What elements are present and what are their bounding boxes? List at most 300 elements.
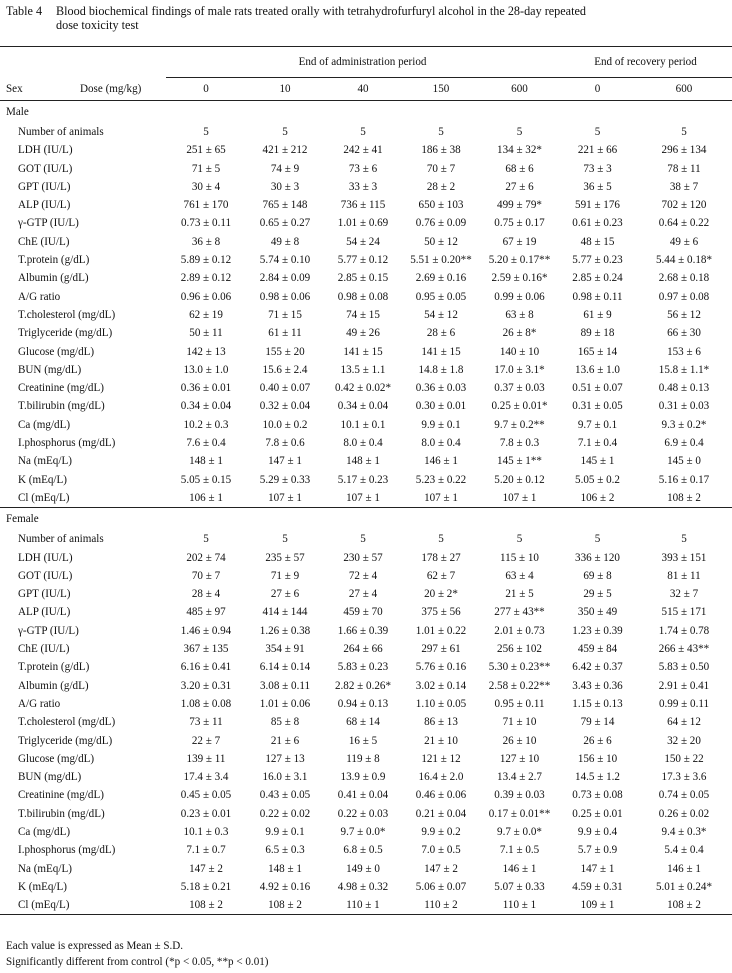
value-cell: 107 ± 1: [268, 491, 302, 504]
value-cell: 0.37 ± 0.03: [494, 382, 545, 395]
value-cell: 50 ± 12: [424, 235, 458, 248]
value-cell: 7.0 ± 0.5: [421, 844, 461, 857]
parameter-label: Ca (mg/dL): [18, 825, 71, 838]
value-cell: 350 ± 49: [577, 606, 618, 619]
parameter-label: K (mEq/L): [18, 880, 67, 893]
value-cell: 9.3 ± 0.2*: [661, 418, 707, 431]
value-cell: 0.65 ± 0.27: [259, 217, 311, 230]
value-cell: 0.22 ± 0.03: [337, 807, 389, 820]
value-cell: 6.9 ± 0.4: [664, 437, 704, 450]
value-cell: 277 ± 43**: [494, 606, 545, 619]
value-cell: 134 ± 32*: [497, 144, 542, 157]
table-row: [0, 567, 732, 585]
value-cell: 702 ± 120: [661, 199, 707, 212]
value-cell: 5.07 ± 0.33: [494, 880, 545, 893]
value-cell: 33 ± 3: [348, 180, 378, 193]
value-cell: 0.21 ± 0.04: [415, 807, 467, 820]
value-cell: 36 ± 8: [191, 235, 221, 248]
value-cell: 4.92 ± 0.16: [259, 880, 311, 893]
table-row: [0, 343, 732, 361]
value-cell: 5.51 ± 0.20**: [410, 254, 472, 267]
value-cell: 145 ± 1**: [497, 455, 542, 468]
value-cell: 85 ± 8: [270, 716, 300, 729]
value-cell: 1.74 ± 0.78: [658, 624, 710, 637]
value-cell: 393 ± 151: [661, 551, 707, 564]
parameter-label: Na (mEq/L): [18, 862, 72, 875]
value-cell: 29 ± 5: [583, 588, 612, 601]
value-cell: 3.43 ± 0.36: [572, 679, 623, 692]
value-cell: 0.76 ± 0.09: [415, 217, 467, 230]
value-cell: 0.74 ± 0.05: [658, 789, 710, 802]
table-row: [0, 713, 732, 731]
value-cell: 14.8 ± 1.8: [418, 363, 464, 376]
value-cell: 49 ± 6: [669, 235, 699, 248]
value-cell: 26 ± 6: [583, 734, 612, 747]
value-cell: 54 ± 24: [346, 235, 380, 248]
value-cell: 148 ± 1: [189, 455, 223, 468]
value-cell: 5.83 ± 0.23: [337, 661, 389, 674]
table-row: [0, 471, 732, 489]
value-cell: 0.51 ± 0.07: [572, 382, 623, 395]
value-cell: 71 ± 5: [191, 162, 221, 175]
table-row: [0, 530, 732, 548]
value-cell: 5.05 ± 0.2: [575, 473, 620, 486]
parameter-label: BUN (mg/dL): [18, 771, 82, 784]
value-cell: 9.4 ± 0.3*: [661, 825, 707, 838]
parameter-label: I.phosphorus (mg/dL): [18, 844, 116, 857]
value-cell: 0.26 ± 0.02: [658, 807, 710, 820]
footnote-mean-sd: Each value is expressed as Mean ± S.D.: [6, 940, 184, 952]
parameter-label: GPT (IU/L): [18, 180, 71, 193]
value-cell: 73 ± 3: [583, 162, 612, 175]
table-row: [0, 452, 732, 470]
value-cell: 146 ± 1: [424, 455, 458, 468]
value-cell: 28 ± 4: [191, 588, 221, 601]
table-row: [0, 361, 732, 379]
value-cell: 256 ± 102: [497, 643, 542, 656]
value-cell: 5.16 ± 0.17: [658, 473, 710, 486]
table-row: [0, 434, 732, 452]
value-cell: 10.0 ± 0.2: [262, 418, 308, 431]
parameter-label: Number of animals: [18, 533, 104, 546]
value-cell: 71 ± 15: [268, 308, 302, 321]
value-cell: 4.98 ± 0.32: [337, 880, 389, 893]
value-cell: 0.25 ± 0.01*: [491, 400, 548, 413]
value-cell: 9.7 ± 0.0*: [340, 825, 386, 838]
value-cell: 2.82 ± 0.26*: [334, 679, 391, 692]
table-caption: [6, 4, 728, 32]
value-cell: 74 ± 9: [270, 162, 300, 175]
dose-col-2: 40: [324, 78, 402, 101]
value-cell: 1.01 ± 0.06: [259, 697, 311, 710]
table-row: [0, 379, 732, 397]
value-cell: 81 ± 11: [667, 569, 701, 582]
parameter-label: ChE (IU/L): [18, 235, 70, 248]
value-cell: 14.5 ± 1.2: [575, 771, 620, 784]
recovery-period-header: End of recovery period: [559, 47, 732, 78]
table-row: [0, 750, 732, 768]
value-cell: 266 ± 43**: [658, 643, 710, 656]
value-cell: 153 ± 6: [667, 345, 701, 358]
value-cell: 0.36 ± 0.03: [415, 382, 467, 395]
value-cell: 69 ± 8: [583, 569, 612, 582]
value-cell: 141 ± 15: [343, 345, 383, 358]
value-cell: 5.77 ± 0.23: [572, 254, 623, 267]
value-cell: 459 ± 84: [577, 643, 618, 656]
table-row: [0, 233, 732, 251]
value-cell: 367 ± 135: [183, 643, 229, 656]
value-cell: 3.20 ± 0.31: [180, 679, 232, 692]
value-cell: 1.26 ± 0.38: [259, 624, 311, 637]
value-cell: 0.48 ± 0.13: [658, 382, 710, 395]
value-cell: 5.29 ± 0.33: [259, 473, 311, 486]
value-cell: 5: [282, 533, 288, 546]
value-cell: 6.5 ± 0.3: [265, 844, 305, 857]
value-cell: 71 ± 9: [270, 569, 300, 582]
value-cell: 0.96 ± 0.06: [180, 290, 232, 303]
value-cell: 2.58 ± 0.22**: [488, 679, 551, 692]
sex-header: Sex: [0, 78, 80, 101]
value-cell: 297 ± 61: [421, 643, 461, 656]
value-cell: 5: [681, 533, 687, 546]
table-row: [0, 196, 732, 214]
value-cell: 107 ± 1: [502, 491, 537, 504]
table-row: [0, 695, 732, 713]
value-cell: 13.0 ± 1.0: [183, 363, 229, 376]
value-cell: 0.43 ± 0.05: [259, 789, 311, 802]
value-cell: 9.9 ± 0.4: [577, 825, 618, 838]
table-row: [0, 658, 732, 676]
parameter-label: Number of animals: [18, 126, 104, 138]
parameter-label: Triglyceride (mg/dL): [18, 734, 113, 747]
section-header-row: [0, 101, 732, 124]
value-cell: 13.9 ± 0.9: [340, 771, 386, 784]
value-cell: 108 ± 2: [268, 899, 302, 912]
value-cell: 64 ± 12: [667, 716, 701, 729]
value-cell: 3.02 ± 0.14: [415, 679, 467, 692]
value-cell: 147 ± 2: [189, 862, 223, 875]
value-cell: 38 ± 7: [669, 180, 699, 193]
dose-col-6: 600: [636, 78, 732, 101]
value-cell: 54 ± 12: [424, 308, 458, 321]
value-cell: 17.3 ± 3.6: [661, 771, 707, 784]
table-row: [0, 306, 732, 324]
value-cell: 1.66 ± 0.39: [337, 624, 389, 637]
value-cell: 5.77 ± 0.12: [337, 254, 389, 267]
table-row: [0, 141, 732, 159]
table-row: [0, 214, 732, 232]
value-cell: 296 ± 134: [661, 144, 707, 157]
value-cell: 0.42 ± 0.02*: [334, 382, 391, 395]
value-cell: 127 ± 10: [499, 752, 540, 765]
value-cell: 0.39 ± 0.03: [494, 789, 545, 802]
value-cell: 650 ± 103: [418, 199, 464, 212]
value-cell: 8.0 ± 0.4: [343, 437, 383, 450]
value-cell: 0.97 ± 0.08: [658, 290, 710, 303]
table-row: [0, 640, 732, 658]
value-cell: 8.0 ± 0.4: [421, 437, 461, 450]
parameter-label: γ-GTP (IU/L): [18, 217, 79, 230]
value-cell: 230 ± 57: [343, 551, 383, 564]
value-cell: 36 ± 5: [583, 180, 612, 193]
value-cell: 7.1 ± 0.7: [186, 844, 226, 857]
value-cell: 49 ± 26: [346, 327, 380, 340]
value-cell: 5: [594, 533, 601, 546]
value-cell: 110 ± 2: [424, 899, 458, 912]
value-cell: 264 ± 66: [343, 643, 383, 656]
value-cell: 515 ± 171: [661, 606, 707, 619]
value-cell: 5.74 ± 0.10: [259, 254, 311, 267]
value-cell: 78 ± 11: [667, 162, 701, 175]
value-cell: 73 ± 11: [189, 716, 223, 729]
table-row: [0, 397, 732, 415]
parameter-label: K (mEq/L): [18, 473, 67, 486]
value-cell: 0.17 ± 0.01**: [488, 807, 551, 820]
value-cell: 141 ± 15: [421, 345, 461, 358]
table-row: [0, 288, 732, 306]
value-cell: 0.31 ± 0.05: [572, 400, 623, 413]
dose-header: Dose (mg/kg): [80, 78, 166, 101]
value-cell: 2.69 ± 0.16: [415, 272, 467, 285]
table-row: [0, 805, 732, 823]
value-cell: 15.6 ± 2.4: [262, 363, 308, 376]
value-cell: 336 ± 120: [575, 551, 620, 564]
parameter-label: Na (mEq/L): [18, 455, 72, 468]
parameter-label: Creatinine (mg/dL): [18, 382, 104, 395]
value-cell: 56 ± 12: [667, 308, 701, 321]
value-cell: 13.5 ± 1.1: [340, 363, 386, 376]
value-cell: 150 ± 22: [664, 752, 704, 765]
parameter-label: Glucose (mg/dL): [18, 752, 95, 765]
value-cell: 9.7 ± 0.0*: [497, 825, 542, 838]
value-cell: 375 ± 56: [421, 606, 461, 619]
value-cell: 2.85 ± 0.15: [337, 272, 389, 285]
table-row: [0, 603, 732, 621]
value-cell: 119 ± 8: [346, 752, 380, 765]
value-cell: 5: [203, 533, 209, 546]
caption-line-1: [6, 4, 728, 18]
value-cell: 156 ± 10: [577, 752, 618, 765]
value-cell: 70 ± 7: [426, 162, 456, 175]
parameter-label: Albumin (g/dL): [18, 272, 89, 285]
value-cell: 142 ± 13: [186, 345, 226, 358]
value-cell: 5: [360, 533, 366, 546]
value-cell: 16 ± 5: [348, 734, 378, 747]
table-row: [0, 585, 732, 603]
table-row: [0, 896, 732, 915]
parameter-label: A/G ratio: [18, 697, 61, 710]
value-cell: 5.44 ± 0.18*: [655, 254, 712, 267]
section-label: Male: [6, 106, 29, 118]
value-cell: 242 ± 41: [343, 144, 383, 157]
table-row: [0, 269, 732, 287]
parameter-label: ALP (IU/L): [18, 606, 71, 619]
value-cell: 49 ± 8: [270, 235, 300, 248]
value-cell: 1.01 ± 0.69: [337, 217, 389, 230]
dose-col-5: 0: [559, 78, 636, 101]
value-cell: 251 ± 65: [186, 144, 226, 157]
value-cell: 21 ± 6: [270, 734, 300, 747]
value-cell: 0.31 ± 0.03: [658, 400, 710, 413]
value-cell: 6.42 ± 0.37: [572, 661, 623, 674]
value-cell: 32 ± 7: [669, 588, 699, 601]
value-cell: 17.0 ± 3.1*: [494, 363, 545, 376]
value-cell: 148 ± 1: [346, 455, 380, 468]
value-cell: 499 ± 79*: [497, 199, 542, 212]
value-cell: 17.4 ± 3.4: [183, 771, 229, 784]
value-cell: 0.73 ± 0.08: [572, 789, 623, 802]
value-cell: 7.1 ± 0.5: [499, 844, 540, 857]
value-cell: 109 ± 1: [580, 899, 615, 912]
caption-text-2: dose toxicity test: [56, 18, 139, 32]
value-cell: 71 ± 10: [502, 716, 537, 729]
table-row: [0, 732, 732, 750]
value-cell: 115 ± 10: [500, 551, 539, 564]
table-row: [0, 251, 732, 269]
value-cell: 5.01 ± 0.24*: [655, 880, 712, 893]
value-cell: 50 ± 11: [189, 327, 223, 340]
value-cell: 2.85 ± 0.24: [572, 272, 623, 285]
value-cell: 0.30 ± 0.01: [415, 400, 467, 413]
value-cell: 70 ± 7: [191, 569, 221, 582]
value-cell: 74 ± 15: [346, 308, 380, 321]
value-cell: 5.7 ± 0.9: [577, 844, 618, 857]
table-row: [0, 549, 732, 567]
value-cell: 736 ± 115: [340, 199, 386, 212]
value-cell: 110 ± 1: [346, 899, 380, 912]
table-number: Table 4: [6, 4, 43, 18]
value-cell: 30 ± 4: [191, 180, 221, 193]
value-cell: 4.59 ± 0.31: [572, 880, 623, 893]
value-cell: 165 ± 14: [577, 345, 618, 358]
value-cell: 149 ± 0: [346, 862, 380, 875]
value-cell: 5: [516, 126, 523, 138]
value-cell: 5.20 ± 0.17**: [488, 254, 551, 267]
parameter-label: T.bilirubin (mg/dL): [18, 807, 105, 820]
dose-col-1: 10: [246, 78, 324, 101]
parameter-label: LDH (IU/L): [18, 551, 73, 564]
parameter-label: Glucose (mg/dL): [18, 345, 95, 358]
value-cell: 485 ± 97: [186, 606, 226, 619]
value-cell: 107 ± 1: [346, 491, 380, 504]
table-row: [0, 178, 732, 196]
parameter-label: GPT (IU/L): [18, 588, 71, 601]
biochem-table: [0, 46, 732, 915]
value-cell: 2.84 ± 0.09: [259, 272, 311, 285]
value-cell: 414 ± 144: [262, 606, 308, 619]
parameter-label: Ca (mg/dL): [18, 418, 71, 431]
value-cell: 5: [681, 126, 687, 138]
value-cell: 5: [360, 126, 366, 138]
value-cell: 10.1 ± 0.3: [183, 825, 229, 838]
value-cell: 1.01 ± 0.22: [415, 624, 467, 637]
value-cell: 0.73 ± 0.11: [180, 217, 232, 230]
value-cell: 0.36 ± 0.01: [180, 382, 232, 395]
parameter-label: T.protein (g/dL): [18, 254, 90, 267]
parameter-label: γ-GTP (IU/L): [18, 624, 79, 637]
value-cell: 1.08 ± 0.08: [180, 697, 232, 710]
group-header-row: [0, 47, 732, 78]
value-cell: 61 ± 9: [583, 308, 612, 321]
table-row: [0, 123, 732, 141]
table-row: [0, 160, 732, 178]
table-row: [0, 768, 732, 786]
value-cell: 0.98 ± 0.08: [337, 290, 389, 303]
value-cell: 146 ± 1: [502, 862, 537, 875]
value-cell: 108 ± 2: [667, 899, 701, 912]
value-cell: 27 ± 4: [348, 588, 378, 601]
value-cell: 146 ± 1: [667, 862, 701, 875]
value-cell: 145 ± 1: [580, 455, 615, 468]
table-row: [0, 489, 732, 508]
value-cell: 6.14 ± 0.14: [259, 661, 311, 674]
value-cell: 5: [594, 126, 601, 138]
value-cell: 3.08 ± 0.11: [259, 679, 311, 692]
parameter-label: T.bilirubin (mg/dL): [18, 400, 105, 413]
value-cell: 0.95 ± 0.11: [494, 697, 545, 710]
value-cell: 5.30 ± 0.23**: [488, 661, 551, 674]
value-cell: 5: [438, 126, 444, 138]
admin-period-header: End of administration period: [166, 47, 559, 78]
value-cell: 0.34 ± 0.04: [180, 400, 232, 413]
value-cell: 10.1 ± 0.1: [340, 418, 386, 431]
value-cell: 7.8 ± 0.6: [265, 437, 305, 450]
value-cell: 108 ± 2: [189, 899, 223, 912]
value-cell: 5: [282, 126, 288, 138]
value-cell: 2.59 ± 0.16*: [491, 272, 548, 285]
value-cell: 13.6 ± 1.0: [575, 363, 620, 376]
parameter-label: GOT (IU/L): [18, 162, 73, 175]
value-cell: 0.64 ± 0.22: [658, 217, 710, 230]
value-cell: 0.98 ± 0.11: [572, 290, 623, 303]
value-cell: 5.06 ± 0.07: [415, 880, 467, 893]
value-cell: 26 ± 8*: [502, 327, 537, 340]
value-cell: 26 ± 10: [502, 734, 537, 747]
value-cell: 145 ± 0: [667, 455, 701, 468]
value-cell: 0.41 ± 0.04: [337, 789, 389, 802]
value-cell: 27 ± 6: [270, 588, 300, 601]
value-cell: 6.16 ± 0.41: [180, 661, 232, 674]
value-cell: 2.89 ± 0.12: [180, 272, 232, 285]
table-row: [0, 823, 732, 841]
value-cell: 0.99 ± 0.11: [658, 697, 710, 710]
parameter-label: Albumin (g/dL): [18, 679, 89, 692]
value-cell: 147 ± 1: [580, 862, 615, 875]
caption-text-1: Blood biochemical findings of male rats treated orally with tetrahydrofurfuryl alcohol in the 28-day repeated: [56, 4, 586, 18]
bottom-rule: [0, 915, 732, 916]
value-cell: 63 ± 4: [505, 569, 534, 582]
value-cell: 5: [203, 126, 209, 138]
dose-col-4: 600: [480, 78, 559, 101]
value-cell: 459 ± 70: [343, 606, 383, 619]
value-cell: 354 ± 91: [265, 643, 305, 656]
value-cell: 140 ± 10: [499, 345, 540, 358]
parameter-label: I.phosphorus (mg/dL): [18, 437, 116, 450]
parameter-label: T.cholesterol (mg/dL): [18, 308, 116, 321]
value-cell: 106 ± 2: [580, 491, 615, 504]
value-cell: 0.23 ± 0.01: [180, 807, 232, 820]
value-cell: 0.98 ± 0.06: [259, 290, 311, 303]
value-cell: 178 ± 27: [421, 551, 461, 564]
table-row: [0, 786, 732, 804]
table-row: [0, 878, 732, 896]
value-cell: 20 ± 2*: [424, 588, 458, 601]
value-cell: 28 ± 2: [426, 180, 456, 193]
value-cell: 0.34 ± 0.04: [337, 400, 389, 413]
value-cell: 62 ± 7: [426, 569, 456, 582]
table-row: [0, 324, 732, 342]
value-cell: 15.8 ± 1.1*: [658, 363, 710, 376]
